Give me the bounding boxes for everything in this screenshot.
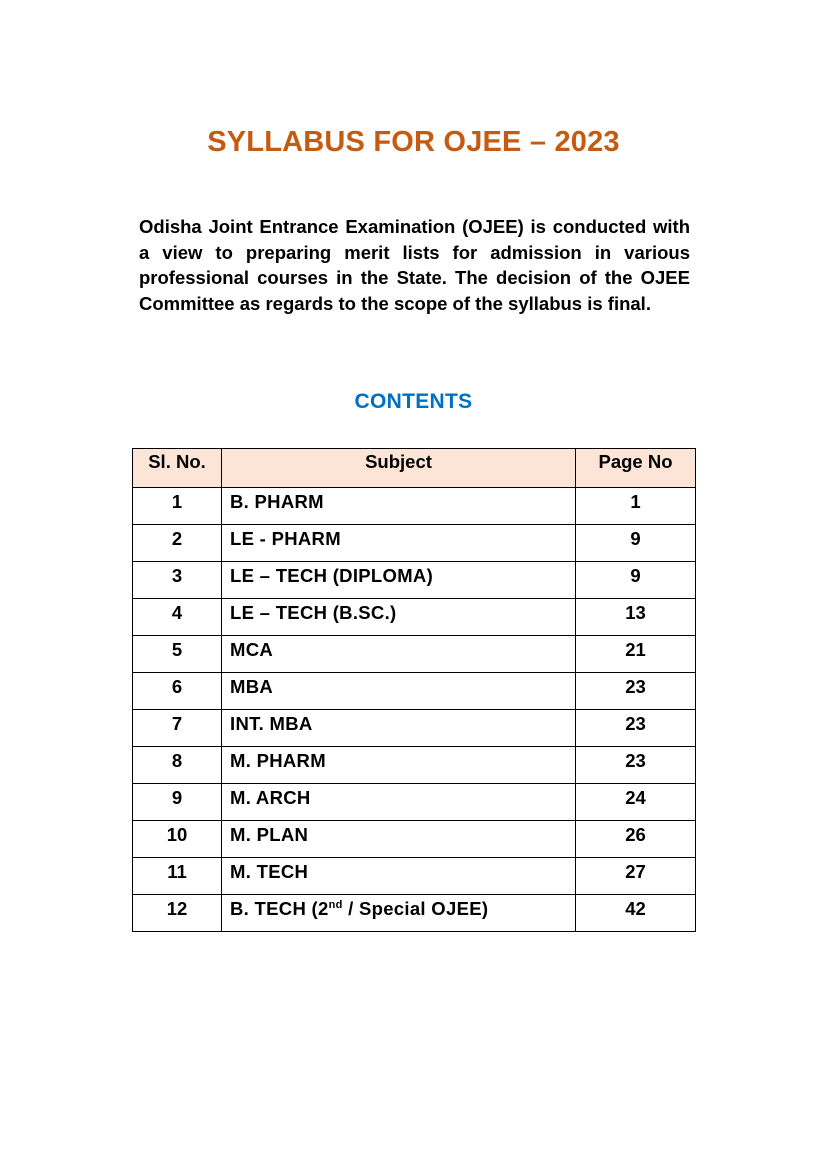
table-row [133,784,696,821]
subject: INT. MBA [222,710,576,747]
table-header-row [133,449,696,488]
ordinal-suffix: nd [328,899,343,911]
table-row [133,599,696,636]
contents-table [132,448,696,932]
subject: M. ARCH [222,784,576,821]
table-row [133,895,696,932]
page-title: SYLLABUS FOR OJEE – 2023 [207,126,620,158]
page-no: 13 [576,599,696,636]
page-no: 27 [576,858,696,895]
subject-text: B. TECH (2 [230,898,329,919]
table-row [133,673,696,710]
table-row [133,636,696,673]
page-no: 23 [576,747,696,784]
sl-no: 1 [133,488,222,525]
sl-no: 10 [133,821,222,858]
page-no: 23 [576,710,696,747]
subject: M. PLAN [222,821,576,858]
header-page-no: Page No [576,449,696,488]
sl-no: 4 [133,599,222,636]
table-row [133,858,696,895]
table-row [133,747,696,784]
header-sl-no: Sl. No. [133,449,222,488]
sl-no: 2 [133,525,222,562]
page-no: 26 [576,821,696,858]
subject: LE – TECH (B.SC.) [222,599,576,636]
sl-no: 9 [133,784,222,821]
subject: M. PHARM [222,747,576,784]
sl-no: 11 [133,858,222,895]
table-row [133,525,696,562]
page-no: 9 [576,562,696,599]
page-no: 24 [576,784,696,821]
subject: B. PHARM [222,488,576,525]
sl-no: 8 [133,747,222,784]
page-no: 23 [576,673,696,710]
subject: MCA [222,636,576,673]
table-row [133,488,696,525]
header-subject: Subject [222,449,576,488]
table-row [133,821,696,858]
sl-no: 7 [133,710,222,747]
page-no: 21 [576,636,696,673]
table-row [133,562,696,599]
subject-text-rest: / Special OJEE) [342,898,489,919]
page-no: 1 [576,488,696,525]
sl-no: 5 [133,636,222,673]
table-row [133,710,696,747]
sl-no: 6 [133,673,222,710]
contents-heading: CONTENTS [354,390,473,413]
sl-no: 3 [133,562,222,599]
subject [222,895,576,932]
page-no: 42 [576,895,696,932]
subject: MBA [222,673,576,710]
sl-no: 12 [133,895,222,932]
subject: LE - PHARM [222,525,576,562]
intro-paragraph: Odisha Joint Entrance Examination (OJEE) is conducted with a view to preparing merit lists for admission in various professional courses in the State. The decision of the OJEE Committee as regards to the scope of the syllabus is final. [139,216,690,314]
subject: LE – TECH (DIPLOMA) [222,562,576,599]
subject: M. TECH [222,858,576,895]
page-no: 9 [576,525,696,562]
